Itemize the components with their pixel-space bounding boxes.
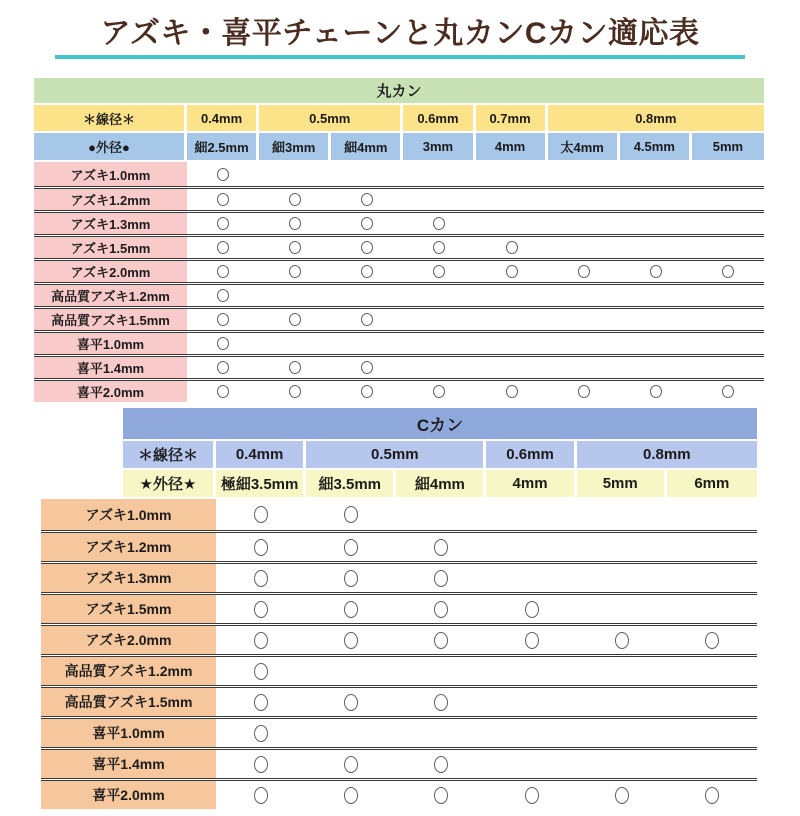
outer-diameter-value: 4mm: [486, 470, 573, 497]
compat-cell: [216, 626, 306, 654]
outer-diameter-value: 5mm: [692, 133, 764, 160]
circle-mark-icon: [506, 265, 518, 278]
compat-cell: [187, 261, 259, 282]
circle-mark-icon: [361, 361, 373, 374]
outer-diameter-value: 5mm: [577, 470, 664, 497]
circle-mark-icon: [361, 193, 373, 206]
wire-diameter-value: 0.6mm: [403, 105, 472, 131]
marukan-table: [34, 78, 764, 402]
table-row: [41, 778, 757, 809]
circle-mark-icon: [254, 539, 268, 556]
empty-cell: [620, 357, 692, 378]
outer-diameter-value: 太4mm: [548, 133, 617, 160]
compat-cell: [306, 750, 396, 778]
empty-cell: [486, 533, 576, 561]
outer-diameter-value: 4.5mm: [620, 133, 689, 160]
outer-diameter-value: 細2.5mm: [187, 133, 256, 160]
circle-mark-icon: [361, 241, 373, 254]
compat-cell: [216, 719, 306, 747]
compat-cell: [187, 189, 259, 210]
circle-mark-icon: [722, 385, 734, 398]
outer-diameter-value: 3mm: [403, 133, 472, 160]
circle-mark-icon: [254, 694, 268, 711]
empty-cell: [692, 213, 764, 234]
circle-mark-icon: [506, 241, 518, 254]
outer-diameter-value: 細3.5mm: [306, 470, 393, 497]
compat-cell: [187, 237, 259, 258]
empty-cell: [486, 657, 576, 685]
empty-cell: [396, 719, 486, 747]
compat-cell: [306, 499, 396, 530]
circle-mark-icon: [433, 217, 445, 230]
page: [0, 16, 800, 809]
compat-cell: [331, 237, 403, 258]
circle-mark-icon: [217, 168, 229, 181]
compat-cell: [486, 595, 576, 623]
outer-diameter-value: 細4mm: [331, 133, 400, 160]
empty-cell: [548, 162, 620, 186]
circle-mark-icon: [217, 241, 229, 254]
circle-mark-icon: [361, 265, 373, 278]
circle-mark-icon: [433, 385, 445, 398]
compat-cell: [216, 595, 306, 623]
row-label: 高品質アズキ1.2mm: [34, 285, 187, 306]
compat-cell: [259, 357, 331, 378]
circle-mark-icon: [615, 632, 629, 649]
empty-cell: [692, 189, 764, 210]
empty-cell: [403, 285, 475, 306]
empty-cell: [306, 719, 396, 747]
circle-mark-icon: [254, 632, 268, 649]
circle-mark-icon: [361, 217, 373, 230]
row-label: アズキ1.2mm: [34, 189, 187, 210]
compat-cell: [259, 237, 331, 258]
table-row: [34, 210, 764, 234]
empty-cell: [476, 189, 548, 210]
compat-cell: [486, 781, 576, 809]
empty-cell: [620, 333, 692, 354]
empty-cell: [331, 285, 403, 306]
compat-cell: [403, 261, 475, 282]
compat-cell: [331, 309, 403, 330]
empty-cell: [548, 237, 620, 258]
table-row: [41, 499, 757, 530]
compat-cell: [187, 285, 259, 306]
row-label: アズキ1.3mm: [34, 213, 187, 234]
compat-cell: [331, 381, 403, 402]
circle-mark-icon: [578, 385, 590, 398]
compat-cell: [306, 595, 396, 623]
outer-diameter-value: 4mm: [476, 133, 545, 160]
row-label: 喜平1.4mm: [34, 357, 187, 378]
circle-mark-icon: [289, 361, 301, 374]
tables-root: [0, 78, 800, 809]
table-row: [41, 530, 757, 561]
empty-cell: [476, 309, 548, 330]
compat-cell: [396, 781, 486, 809]
title-underline: [55, 16, 745, 59]
compat-cell: [692, 381, 764, 402]
empty-cell: [396, 499, 486, 530]
empty-cell: [667, 688, 757, 716]
ckan-table-title: Cカン: [123, 408, 757, 439]
circle-mark-icon: [434, 570, 448, 587]
empty-cell: [486, 688, 576, 716]
compat-cell: [396, 626, 486, 654]
circle-mark-icon: [217, 193, 229, 206]
circle-mark-icon: [615, 787, 629, 804]
empty-cell: [620, 237, 692, 258]
empty-cell: [548, 309, 620, 330]
circle-mark-icon: [217, 217, 229, 230]
circle-mark-icon: [578, 265, 590, 278]
compat-cell: [187, 309, 259, 330]
circle-mark-icon: [217, 385, 229, 398]
circle-mark-icon: [434, 632, 448, 649]
table-row: [41, 561, 757, 592]
empty-cell: [667, 657, 757, 685]
compat-cell: [620, 261, 692, 282]
outer-diameter-value: 細3mm: [259, 133, 328, 160]
compat-cell: [216, 750, 306, 778]
empty-cell: [548, 357, 620, 378]
circle-mark-icon: [217, 337, 229, 350]
empty-cell: [259, 333, 331, 354]
empty-cell: [692, 162, 764, 186]
outer-diameter-value: 6mm: [667, 470, 757, 497]
compat-cell: [306, 626, 396, 654]
empty-cell: [259, 285, 331, 306]
row-label: 喜平1.0mm: [41, 719, 216, 747]
circle-mark-icon: [289, 265, 301, 278]
table-row: [34, 186, 764, 210]
wire-diameter-value: 0.5mm: [259, 105, 400, 131]
circle-mark-icon: [254, 725, 268, 742]
circle-mark-icon: [217, 361, 229, 374]
compat-cell: [396, 564, 486, 592]
compat-cell: [216, 781, 306, 809]
table-row: [34, 330, 764, 354]
compat-cell: [577, 626, 667, 654]
circle-mark-icon: [289, 217, 301, 230]
compat-cell: [216, 688, 306, 716]
circle-mark-icon: [344, 787, 358, 804]
circle-mark-icon: [434, 787, 448, 804]
row-label: アズキ1.0mm: [41, 499, 216, 530]
empty-cell: [692, 309, 764, 330]
table-row: [41, 592, 757, 623]
compat-cell: [396, 595, 486, 623]
row-label: アズキ1.5mm: [41, 595, 216, 623]
compat-cell: [403, 213, 475, 234]
empty-cell: [396, 657, 486, 685]
table-row: [41, 623, 757, 654]
table-row: [34, 282, 764, 306]
empty-cell: [577, 595, 667, 623]
row-label: アズキ1.3mm: [41, 564, 216, 592]
compat-cell: [306, 564, 396, 592]
circle-mark-icon: [722, 265, 734, 278]
wire-diameter-value: 0.8mm: [548, 105, 764, 131]
circle-mark-icon: [289, 193, 301, 206]
circle-mark-icon: [254, 601, 268, 618]
circle-mark-icon: [254, 787, 268, 804]
compat-cell: [259, 381, 331, 402]
compat-cell: [187, 333, 259, 354]
circle-mark-icon: [506, 385, 518, 398]
compat-cell: [331, 189, 403, 210]
circle-mark-icon: [525, 787, 539, 804]
circle-mark-icon: [254, 570, 268, 587]
empty-cell: [577, 719, 667, 747]
table-row: [41, 685, 757, 716]
compat-cell: [259, 309, 331, 330]
ckan-table: [41, 408, 757, 809]
compat-cell: [548, 261, 620, 282]
empty-cell: [548, 285, 620, 306]
compat-cell: [216, 564, 306, 592]
empty-cell: [620, 213, 692, 234]
circle-mark-icon: [361, 385, 373, 398]
outer-diameter-value: 極細3.5mm: [216, 470, 303, 497]
compat-cell: [667, 626, 757, 654]
empty-cell: [476, 285, 548, 306]
table-row: [34, 354, 764, 378]
empty-cell: [259, 162, 331, 186]
circle-mark-icon: [434, 539, 448, 556]
compat-cell: [476, 237, 548, 258]
compat-cell: [306, 688, 396, 716]
empty-cell: [620, 162, 692, 186]
row-label: 喜平2.0mm: [41, 781, 216, 809]
circle-mark-icon: [217, 313, 229, 326]
compat-cell: [396, 688, 486, 716]
circle-mark-icon: [344, 756, 358, 773]
circle-mark-icon: [254, 506, 268, 523]
compat-cell: [403, 237, 475, 258]
row-label: 高品質アズキ1.5mm: [34, 309, 187, 330]
empty-cell: [476, 213, 548, 234]
wire-diameter-value: 0.8mm: [577, 441, 757, 468]
empty-cell: [620, 309, 692, 330]
circle-mark-icon: [344, 601, 358, 618]
compat-cell: [396, 533, 486, 561]
outer-diameter-header: ●外径●: [34, 133, 184, 160]
wire-diameter-value: 0.6mm: [486, 441, 573, 468]
compat-cell: [216, 657, 306, 685]
row-label: アズキ1.5mm: [34, 237, 187, 258]
empty-cell: [548, 189, 620, 210]
empty-cell: [577, 564, 667, 592]
circle-mark-icon: [344, 570, 358, 587]
circle-mark-icon: [289, 385, 301, 398]
compat-cell: [548, 381, 620, 402]
compat-cell: [187, 357, 259, 378]
compat-cell: [259, 189, 331, 210]
row-label: アズキ1.0mm: [34, 162, 187, 186]
circle-mark-icon: [344, 694, 358, 711]
empty-cell: [577, 750, 667, 778]
empty-cell: [577, 533, 667, 561]
empty-cell: [620, 285, 692, 306]
empty-cell: [403, 162, 475, 186]
marukan-outer-diameter-row: [34, 133, 764, 160]
circle-mark-icon: [289, 313, 301, 326]
circle-mark-icon: [525, 632, 539, 649]
compat-cell: [306, 781, 396, 809]
empty-cell: [548, 333, 620, 354]
circle-mark-icon: [361, 313, 373, 326]
table-row: [41, 716, 757, 747]
empty-cell: [577, 499, 667, 530]
empty-cell: [486, 719, 576, 747]
circle-mark-icon: [433, 265, 445, 278]
circle-mark-icon: [650, 265, 662, 278]
empty-cell: [476, 357, 548, 378]
wire-diameter-value: 0.7mm: [476, 105, 545, 131]
circle-mark-icon: [254, 756, 268, 773]
compat-cell: [476, 261, 548, 282]
empty-cell: [667, 595, 757, 623]
circle-mark-icon: [434, 601, 448, 618]
circle-mark-icon: [254, 663, 268, 680]
table-row: [34, 234, 764, 258]
compat-cell: [692, 261, 764, 282]
empty-cell: [403, 333, 475, 354]
compat-cell: [331, 261, 403, 282]
compat-cell: [187, 381, 259, 402]
row-label: 高品質アズキ1.5mm: [41, 688, 216, 716]
empty-cell: [620, 189, 692, 210]
empty-cell: [577, 688, 667, 716]
empty-cell: [692, 237, 764, 258]
compat-cell: [486, 626, 576, 654]
circle-mark-icon: [217, 265, 229, 278]
circle-mark-icon: [434, 756, 448, 773]
empty-cell: [403, 357, 475, 378]
wire-diameter-header: ＊線径＊: [34, 105, 184, 131]
empty-cell: [476, 333, 548, 354]
compat-cell: [259, 213, 331, 234]
compat-cell: [577, 781, 667, 809]
compat-cell: [476, 381, 548, 402]
circle-mark-icon: [525, 601, 539, 618]
empty-cell: [306, 657, 396, 685]
empty-cell: [667, 719, 757, 747]
empty-cell: [331, 162, 403, 186]
circle-mark-icon: [344, 632, 358, 649]
empty-cell: [692, 285, 764, 306]
circle-mark-icon: [650, 385, 662, 398]
empty-cell: [667, 499, 757, 530]
circle-mark-icon: [433, 241, 445, 254]
row-label: 喜平2.0mm: [34, 381, 187, 402]
circle-mark-icon: [434, 694, 448, 711]
circle-mark-icon: [705, 787, 719, 804]
table-row: [41, 654, 757, 685]
ckan-wire-diameter-row: [123, 441, 757, 468]
compat-cell: [306, 533, 396, 561]
empty-cell: [403, 309, 475, 330]
table-row: [34, 162, 764, 186]
table-row: [41, 747, 757, 778]
compat-cell: [331, 357, 403, 378]
table-row: [34, 378, 764, 402]
empty-cell: [486, 750, 576, 778]
page-title: アズキ・喜平チェーンと丸カンCカン適応表: [100, 17, 700, 50]
empty-cell: [548, 213, 620, 234]
marukan-wire-diameter-row: [34, 105, 764, 131]
circle-mark-icon: [289, 241, 301, 254]
compat-cell: [667, 781, 757, 809]
circle-mark-icon: [705, 632, 719, 649]
empty-cell: [486, 564, 576, 592]
wire-diameter-value: 0.4mm: [187, 105, 256, 131]
table-row: [34, 258, 764, 282]
empty-cell: [331, 333, 403, 354]
table-row: [34, 306, 764, 330]
circle-mark-icon: [217, 289, 229, 302]
circle-mark-icon: [344, 539, 358, 556]
empty-cell: [667, 564, 757, 592]
circle-mark-icon: [344, 506, 358, 523]
compat-cell: [396, 750, 486, 778]
compat-cell: [403, 381, 475, 402]
empty-cell: [476, 162, 548, 186]
ckan-outer-diameter-row: [123, 470, 757, 497]
outer-diameter-value: 細4mm: [396, 470, 483, 497]
compat-cell: [187, 213, 259, 234]
empty-cell: [692, 333, 764, 354]
empty-cell: [667, 750, 757, 778]
wire-diameter-header: ＊線径＊: [123, 441, 213, 468]
wire-diameter-value: 0.4mm: [216, 441, 303, 468]
empty-cell: [692, 357, 764, 378]
row-label: 喜平1.0mm: [34, 333, 187, 354]
compat-cell: [187, 162, 259, 186]
compat-cell: [331, 213, 403, 234]
row-label: 喜平1.4mm: [41, 750, 216, 778]
empty-cell: [577, 657, 667, 685]
row-label: アズキ1.2mm: [41, 533, 216, 561]
outer-diameter-header: ★外径★: [123, 470, 213, 497]
empty-cell: [667, 533, 757, 561]
compat-cell: [216, 499, 306, 530]
compat-cell: [620, 381, 692, 402]
row-label: アズキ2.0mm: [34, 261, 187, 282]
compat-cell: [216, 533, 306, 561]
row-label: アズキ2.0mm: [41, 626, 216, 654]
empty-cell: [403, 189, 475, 210]
empty-cell: [486, 499, 576, 530]
wire-diameter-value: 0.5mm: [306, 441, 483, 468]
marukan-table-title: 丸カン: [34, 78, 764, 103]
compat-cell: [259, 261, 331, 282]
row-label: 高品質アズキ1.2mm: [41, 657, 216, 685]
